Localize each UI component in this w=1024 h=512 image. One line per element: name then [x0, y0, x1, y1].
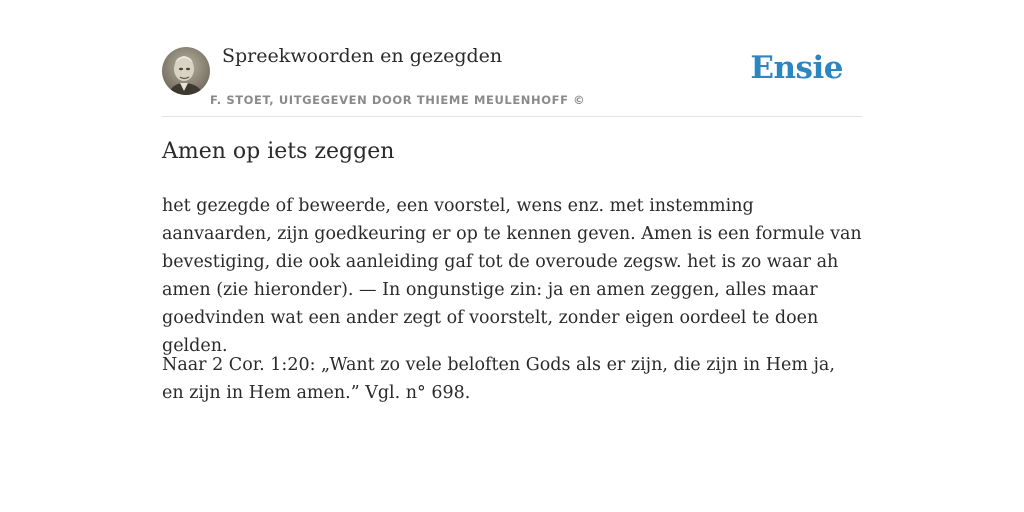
- source-title[interactable]: Spreekwoorden en gezegden: [222, 45, 503, 67]
- source-header: [162, 0, 862, 117]
- source-credit: F. STOET, UITGEGEVEN DOOR THIEME MEULENHOFF ©: [210, 93, 586, 107]
- entry-paragraph-definition: het gezegde of beweerde, een voorstel, wens enz. met instemming aanvaarden, zijn goedkeuring er op te kennen geven. Amen is een formule van bevestiging, die ook aanleiding gaf tot de overoude zegsw. het is zo waar ah amen (zie hieronder). — In ongunstige zin: ja en amen zeggen, alles maar goedvinden wat een ander zegt of voorstelt, zonder eigen oordeel te doen gelden.: [162, 196, 862, 356]
- author-avatar[interactable]: [162, 47, 210, 95]
- entry-title: Amen op iets zeggen: [162, 139, 395, 164]
- brand-logo[interactable]: Ensie: [750, 50, 843, 86]
- entry-card: [162, 0, 862, 512]
- author-portrait-icon: [162, 47, 210, 95]
- entry-paragraph-reference: Naar 2 Cor. 1:20: „Want zo vele beloften Gods als er zijn, die zijn in Hem ja, en zijn in Hem amen.” Vgl. n° 698.: [162, 355, 835, 403]
